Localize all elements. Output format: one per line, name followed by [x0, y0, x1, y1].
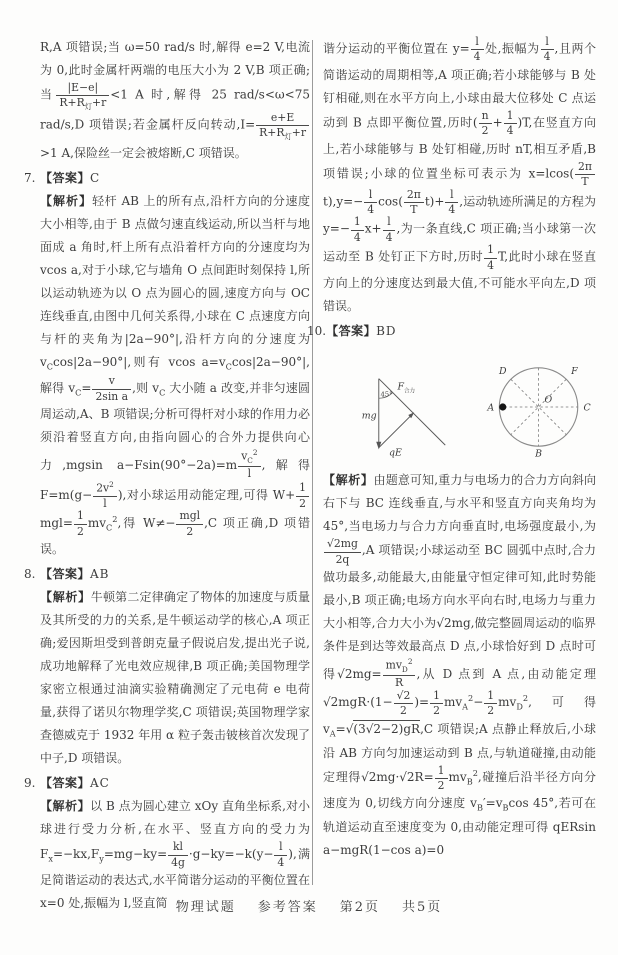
analysis-paragraph-7: [40, 190, 310, 561]
analysis-continuation-9: 谐分运动的平衡位置在 y= $\frac{l}{4}$ 处,振幅为 $\frac{l}{4}$ ,且两个简谐运动的周期相等,A 项正确;若小球能够与 B 处钉相碰,则在水平方向上,小球由最大位移处 C 点运动到 B 点即平衡位置,历时( $\frac{n}{2}$ + $\frac{1}{4}$ )T,在竖直方向上,若小球能够与 B 处钉相碰,历时 nT,相互矛盾,B 项错误;小球的位置坐标可表示为 x=lcos( $\frac{2\pi}{T}$ t),y=− $\frac{l}{4}$ cos( $\frac{2\pi}{T}$ t)+ $\frac{l}{4}$ ,运动轨迹所满足的方程为 y=− $\frac{1}{4}$ x+ $\frac{l}{4}$ ,为一条直线,C 项正确;当小球第一次运动至 B 处钉正下方时,历时 $\frac{1}{4}$ T,此时小球在竖直方向上的分速度达到最大值,不可能水平向左,D 项错误。: [323, 35, 597, 313]
answer-value: AC: [90, 776, 110, 791]
page-footer: [0, 896, 618, 915]
right-column: [307, 35, 597, 865]
answer-value: BD: [376, 324, 397, 339]
answer-item-7: [24, 167, 311, 561]
item-number: 7.: [24, 171, 36, 186]
analysis-text: 牛顿第二定律确定了物体的加速度与质量及其所受的力的关系,是牛顿运动学的核心,A 项正确;爱因斯坦受到普朗克量子假说启发,提出光子说,成功地解释了光电效应规律,B 项正确;美国物理学家密立根通过油滴实验精确测定了元电荷 e 电荷量,获得了诺贝尔物理学奖,C 项错误;英国物理学家查德威克于 1932 年用 α 粒子轰击铍核首次发现了中子,D 项错误。: [40, 590, 310, 766]
question6-continuation-text: R,A 项错误;当 ω=50 rad/s 时,解得 e=2 V,电流为 0,此时金属杆两端的电压大小为 2 V,B 项正确;当 |E−e| $R+R_灯+r$ <1 A 时,解得 25 rad/s<ω<75 rad/s,D 项错误;若金属杆反向转动,I= e+E $R+R_灯+r$ >1 A,保险丝一定会被熔断,C 项错误。: [40, 40, 310, 161]
question10-diagrams: [325, 347, 596, 467]
answer-item-10: [307, 320, 596, 862]
analysis-label: 【解析】: [40, 799, 91, 814]
item-number: 10.: [307, 324, 327, 339]
point-C-label: C: [583, 402, 591, 414]
analysis-text: 轻杆 AB 上的所有点,沿杆方向的分速度大小相等,由于 B 点做匀速直线运动,所以当杆与地面成 a 角时,杆上所有点沿着杆方向的分速度均为 vcos a,对于小球,它与墙角 O 点间距时刻保持 l,所以运动轨迹为以 O 点为圆心的圆,速度方向与 OC 连线垂直,由图中几何关系得,小球在 C 点速度方向与杆的夹角为|2a−90°|,沿杆方向的分速度为 $v_C\cos|2a-90^\circ|$,则有 vcos $a=v_C\cos|2a-90^\circ|$,解得 $v_C=$ $\frac{v}{\text{2sin a}}$ ,则 $v_C$ 大小随 a 改变,并非匀速圆周运动,A、B 项错误;分析可得杆对小球的作用力必须沿着竖直方向,由指向圆心的合外力提供向心力,mgsin a−Fsin(90°−2a)=m $\frac{v_C^2}{l}$ ,解得 F=m(g− $\frac{2v^2}{l}$ ),对小球运用动能定理,可得 W+ $\frac{1}{2}$ mgl= $\frac{1}{2}$ $mv_C^2$,得 W≠− mgl 2 ,C 项正确,D 项错误。: [40, 194, 311, 557]
analysis-paragraph-8: [40, 586, 310, 770]
answer-value: AB: [90, 567, 110, 582]
point-B-label: B: [534, 448, 542, 460]
answer-label: 【答案】: [40, 776, 91, 791]
analysis-paragraph-10: [323, 469, 596, 862]
electric-force-label: qE: [389, 447, 402, 459]
column-divider: [312, 40, 313, 885]
left-column: [24, 36, 311, 917]
footer-doc-subtitle: 参考答案: [257, 900, 318, 915]
footer-doc-title: 物理试题: [175, 900, 236, 915]
answer-line-10: [307, 320, 596, 343]
angle-45-label: 45°: [380, 390, 393, 399]
answer-label: 【答案】: [326, 324, 377, 339]
point-A-label: A: [486, 402, 494, 414]
answer-item-9: [24, 772, 310, 915]
resultant-force-label: $F_{合力}$: [397, 381, 416, 395]
point-D-label: D: [498, 365, 507, 377]
circular-track-diagram: [484, 347, 596, 467]
center-O-label: O: [544, 394, 552, 406]
item-number: 9.: [24, 776, 36, 791]
analysis-label: 【解析】: [40, 194, 93, 209]
footer-page-number: 第2页: [339, 900, 381, 915]
gravity-label: mg: [361, 410, 377, 422]
ball-at-A: [499, 403, 506, 410]
item-number: 8.: [24, 567, 36, 582]
footer-page-total: 共5页: [402, 900, 443, 915]
answer-item-8: [24, 563, 310, 770]
analysis-text: 以 B 点为圆心建立 xOy 直角坐标系,对小球进行受力分析,在水平、竖直方向的受力为 $F_x=-kx,F_y=mg-ky=$ $\frac{kl}{4g}$ ·g−ky=−k(y− $\frac{l}{4}$ ),满足简谐运动的表达式,水平简谐分运动的平衡位置在 x=0 处,振幅为 l,竖直简: [40, 799, 310, 911]
answer-value: C: [90, 171, 101, 186]
answer-label: 【答案】: [40, 567, 91, 582]
analysis-label: 【解析】: [323, 473, 374, 488]
answer-line-7: [24, 167, 310, 190]
answer-line-8: [24, 563, 310, 586]
answer-line-9: [24, 772, 310, 795]
analysis-label: 【解析】: [40, 590, 91, 605]
analysis-text: 由题意可知,重力与电场力的合力方向斜向右下与 BC 连线垂直,与水平和竖直方向夹角均为 45°,当电场力与合力方向垂直时,电场强度最小,为 $\frac{√2mg}{2q}$ ,A 项错误;小球运动至 BC 圆弧中点时,合力做功最多,动能最大,由能量守恒定律可知,此时势能最小,B 项正确;电场方向水平向右时,电场力与重力大小相等,合力大小为√2mg,做完整圆周运动的临界条件是到达等效最高点 D 点,小球恰好到 D 点时可得√2mg= $mv_D^2$ R ,从 D 点到 A 点,由动能定理√2mgR·(1− $\frac{√2}{2}$ )= $\frac{1}{2}$ $mv_A^2-$ $\frac{1}{2}$ $mv_D^2$,可得 $v_A=√(3√2-2)gR,C$ 项错误;A 点静止释放后,小球沿 AB 方向匀加速运动到 B 点,与轨道碰撞,由动能定理得√2mg·√2R= $\frac{1}{2}$ $mv_B^2$,碰撞后沿半径方向分速度为 0,切线方向分速度 $v_B'=v_B\cos$ 45°,若可在轨道运动直至速度变为 0,由动能定理可得 qERsin a−mgR(1−cos a)=0: [323, 473, 596, 858]
answer-label: 【答案】: [40, 171, 91, 186]
force-triangle-diagram: [343, 367, 450, 467]
point-F-label: F: [570, 365, 578, 377]
